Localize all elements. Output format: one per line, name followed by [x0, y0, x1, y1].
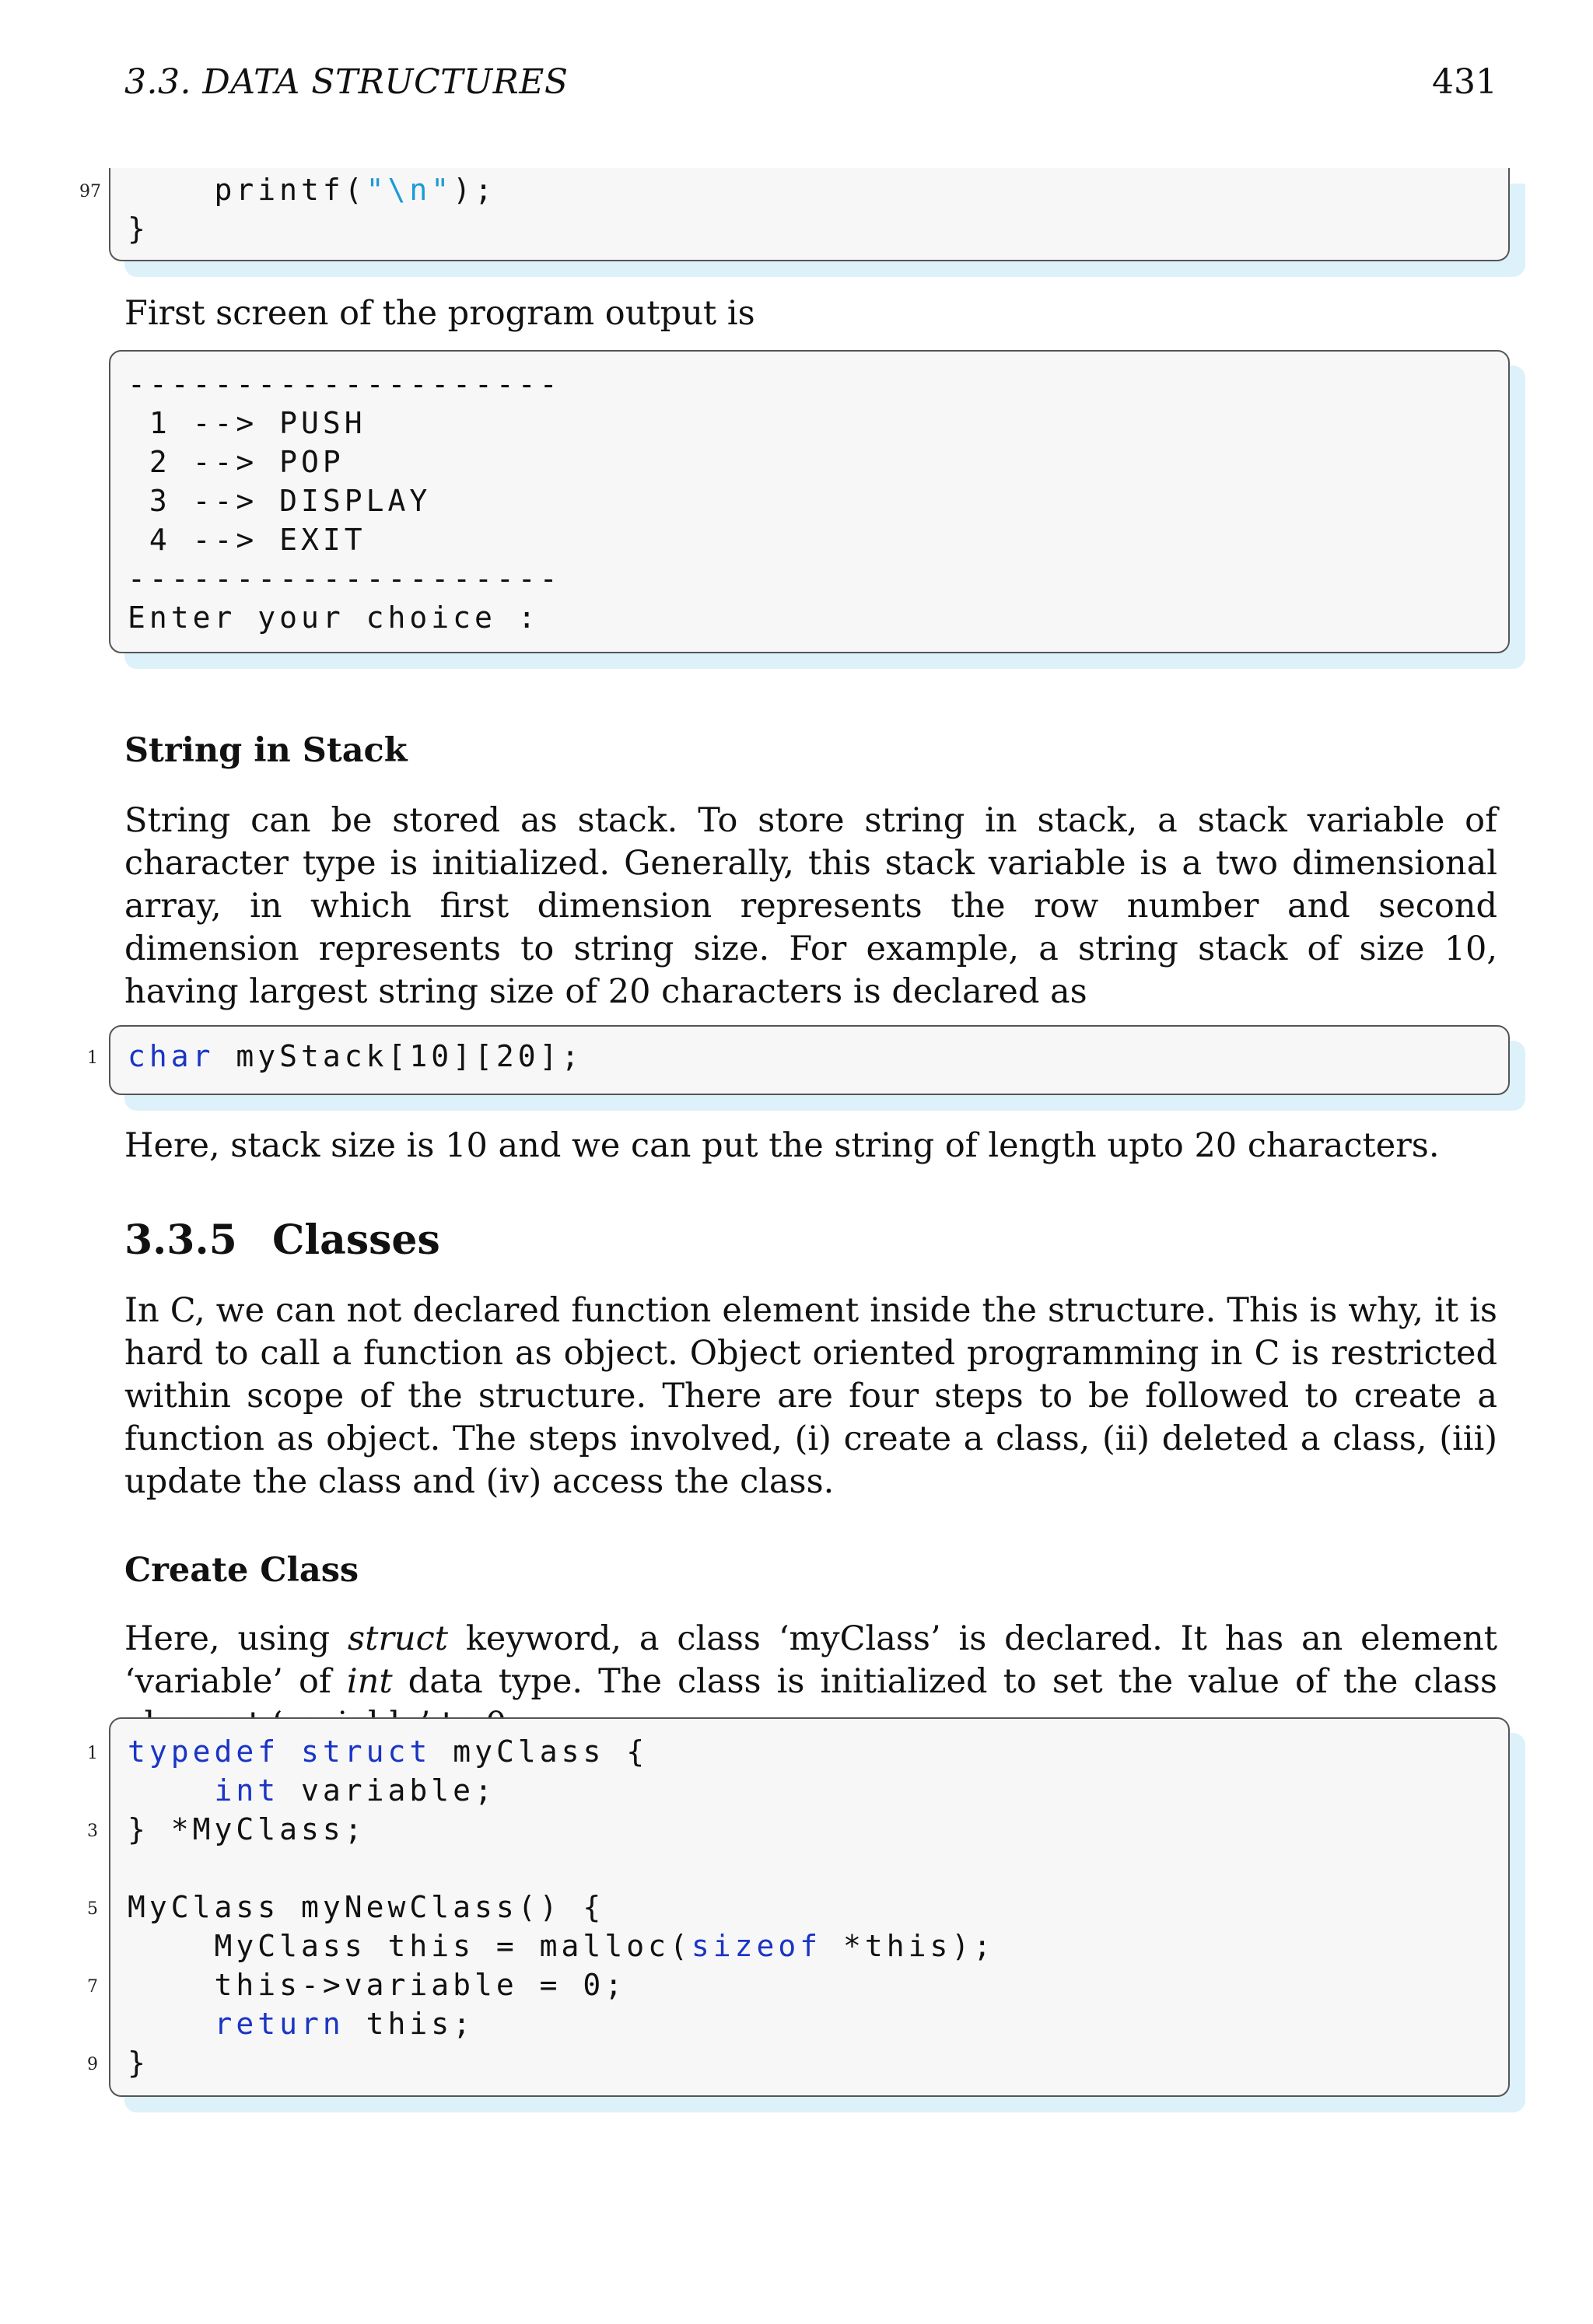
- code-block-create-class: [87, 1717, 1510, 2097]
- section-number: 3.3.5: [124, 1216, 237, 1264]
- code-token: *this);: [821, 1929, 996, 1963]
- code-token: [128, 2007, 215, 2041]
- code-keyword: char: [128, 1039, 215, 1073]
- int-keyword: int: [346, 1662, 393, 1701]
- line-number: 1: [87, 1744, 98, 1763]
- code-string: "\n": [366, 173, 453, 207]
- code-token: );: [453, 173, 496, 207]
- section-title: Classes: [272, 1216, 440, 1264]
- code-text: [128, 173, 496, 207]
- code-keyword: sizeof: [691, 1929, 822, 1963]
- code-token: }: [128, 2046, 149, 2080]
- code-keyword: struct: [301, 1734, 432, 1769]
- code-token: } *MyClass;: [128, 1812, 366, 1846]
- output-text: --------------------: [128, 367, 562, 401]
- running-header: [124, 62, 1497, 109]
- classes-paragraph: In C, we can not declared function element inside the structure. This is why, it is hard to call a function as object. Object oriented programming in C is restricted within scope of the structure. There are four steps to be followed to create a function as object. The steps involved, (i) create a class, (ii) deleted a class, (iii) update the class and (iv) access the class.: [124, 1291, 1497, 1501]
- string-in-stack-paragraph: String can be stored as stack. To store string in stack, a stack variable of character type is initialized. Generally, this stack variable is a two dimensional array, in which first dimension represents the row number and second dimension represents to string size. For example, a string stack of size 10, having largest string size of 20 characters is declared as: [124, 801, 1497, 1011]
- output-intro-text: First screen of the program output is: [124, 294, 755, 333]
- code-token: [279, 1734, 301, 1769]
- code-text: [128, 2007, 474, 2041]
- code-token: }: [128, 212, 149, 246]
- code-token: this;: [344, 2007, 475, 2041]
- code-token: [128, 1773, 215, 1808]
- line-number: 97: [79, 182, 101, 201]
- code-text: [128, 2046, 149, 2080]
- code-text: [128, 1890, 604, 1924]
- line-number: 7: [87, 1977, 98, 1997]
- code-text: [128, 212, 149, 246]
- output-text: Enter your choice :: [128, 600, 540, 635]
- create-class-text-2: keyword, a class ‘myClass’ is declared. It has an element ‘variable’ of: [124, 1619, 1497, 1701]
- code-token: MyClass this = malloc(: [128, 1929, 691, 1963]
- code-block-string-stack: [87, 1025, 1510, 1095]
- code-keyword: return: [214, 2007, 345, 2041]
- code-token: this->variable = 0;: [128, 1968, 627, 2002]
- page-number: 431: [1432, 62, 1497, 102]
- subheading-string-in-stack: String in Stack: [124, 731, 408, 770]
- code-text: [128, 1734, 648, 1769]
- code-token: printf(: [128, 173, 366, 207]
- code-block-continuation: [79, 168, 1510, 261]
- line-number: 3: [87, 1822, 98, 1841]
- code-keyword: int: [214, 1773, 280, 1808]
- program-output-block: [109, 350, 1510, 653]
- struct-keyword: struct: [348, 1619, 448, 1658]
- create-class-text-3: data type. The class is initialized to set the value of the class: [408, 1662, 1498, 1701]
- code-text: [128, 1968, 626, 2002]
- code-text: [128, 1039, 583, 1073]
- create-class-text-1: Here, using: [124, 1619, 348, 1658]
- code-text: [128, 1929, 995, 1963]
- subheading-create-class: Create Class: [124, 1551, 359, 1590]
- section-heading-classes: [124, 1216, 440, 1264]
- output-text: --------------------: [128, 562, 562, 596]
- line-number: 9: [87, 2055, 98, 2074]
- code-token: myStack[10][20];: [214, 1039, 583, 1073]
- code-keyword: typedef: [128, 1734, 280, 1769]
- code-token: variable;: [279, 1773, 496, 1808]
- code-text: [128, 1812, 366, 1846]
- stack-size-text: Here, stack size is 10 and we can put the string of length upto 20 characters.: [124, 1126, 1440, 1165]
- output-text: 4 --> EXIT: [128, 523, 366, 557]
- code-token: myClass {: [431, 1734, 649, 1769]
- header-title: 3.3. DATA STRUCTURES: [124, 62, 569, 102]
- code-token: MyClass myNewClass() {: [128, 1890, 605, 1924]
- output-text: 3 --> DISPLAY: [128, 484, 432, 518]
- line-number: 1: [87, 1048, 98, 1068]
- line-number: 5: [87, 1899, 98, 1919]
- code-text: [128, 1773, 496, 1808]
- output-text: 2 --> POP: [128, 445, 345, 479]
- output-text: 1 --> PUSH: [128, 406, 366, 440]
